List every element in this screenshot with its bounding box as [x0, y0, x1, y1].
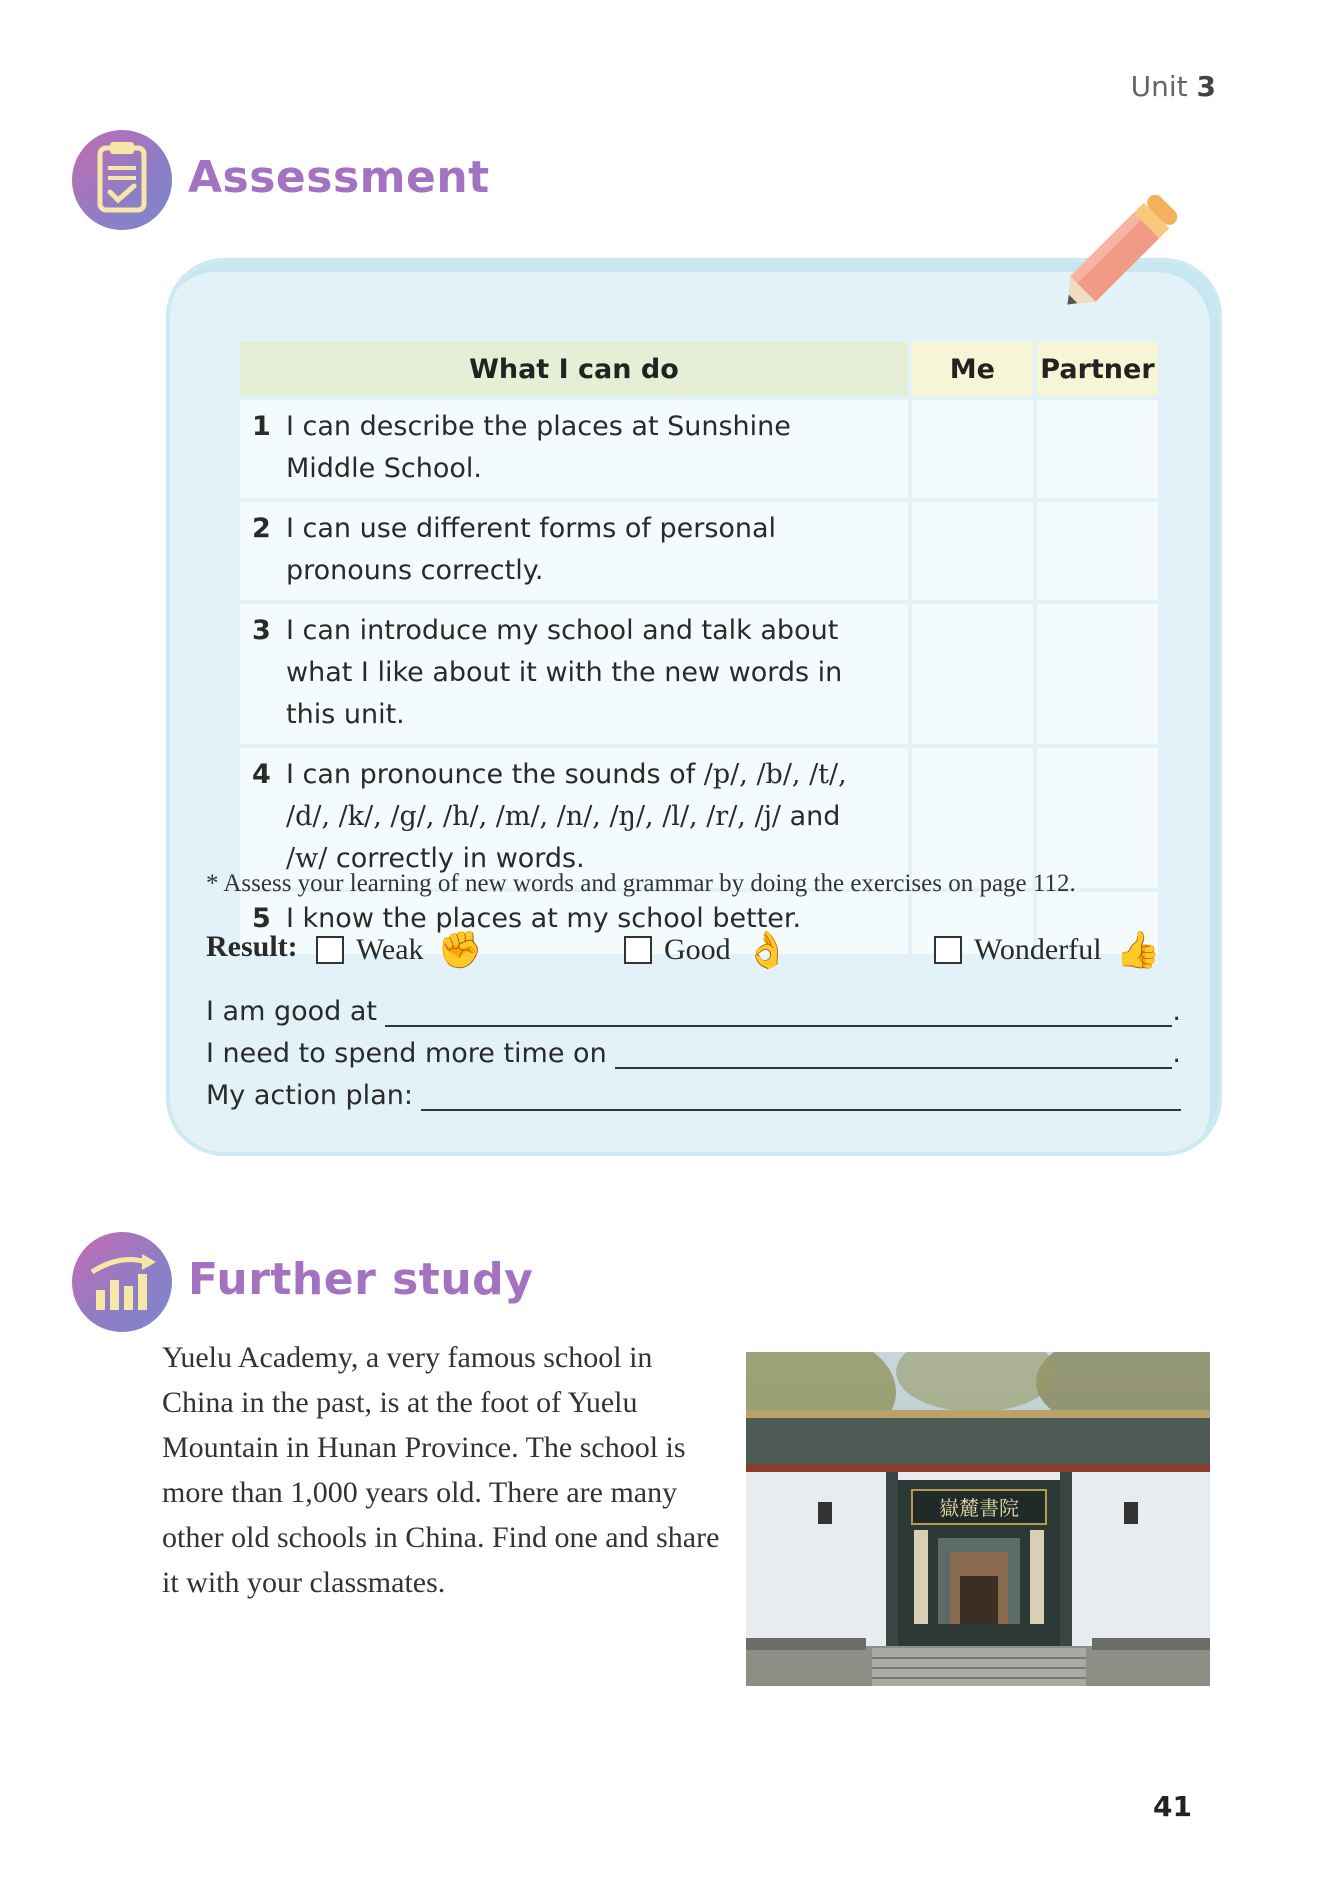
- header-what-i-can-do: What I can do: [240, 342, 908, 396]
- good-checkbox[interactable]: [624, 936, 652, 964]
- phonetic-symbol-w: /w/: [286, 843, 328, 874]
- me-cell[interactable]: [912, 748, 1033, 888]
- more-time-line[interactable]: I need to spend more time on .: [206, 1038, 1181, 1069]
- header-partner: Partner: [1037, 342, 1158, 396]
- me-cell[interactable]: [912, 502, 1033, 600]
- result-row: [206, 930, 1166, 980]
- further-study-text: Yuelu Academy, a very famous school in China in the past, is at the foot of Yuelu Mountain in Hunan Province. The school is more than 1,000 years old. There are many other old schools in China. Find one and share it with your classmates.: [162, 1341, 720, 1599]
- page-number: 41: [1153, 1790, 1192, 1823]
- further-study-title: Further study: [188, 1254, 534, 1305]
- thumbs-up-icon: 👍: [1115, 930, 1161, 970]
- assessment-table: [236, 338, 1162, 958]
- good-label: Good: [664, 933, 731, 966]
- row-text: I can pronounce the sounds of /p/, /b/, /t/, /d/, /k/, /g/, /h/, /m/, /n/, /ŋ/, /l/, /r/, /j/ and /w/ correctly in words.: [286, 759, 847, 874]
- row-number: 2: [252, 513, 271, 544]
- wonderful-checkbox[interactable]: [934, 936, 962, 964]
- fist-hand-icon: ✊: [437, 930, 483, 970]
- assessment-title: Assessment: [188, 152, 490, 203]
- pencil-icon: [1056, 180, 1192, 316]
- result-option-good[interactable]: [624, 930, 790, 970]
- partner-cell[interactable]: [1037, 604, 1158, 744]
- row-text: I can describe the places at Sunshine Middle School.: [286, 411, 791, 484]
- good-at-line[interactable]: I am good at .: [206, 996, 1181, 1027]
- result-option-wonderful[interactable]: [934, 930, 1160, 970]
- partner-cell[interactable]: [1037, 400, 1158, 498]
- unit-label: Unit 3: [1130, 70, 1216, 103]
- row-number: 3: [252, 615, 271, 646]
- me-cell[interactable]: [912, 400, 1033, 498]
- wonderful-label: Wonderful: [974, 933, 1102, 966]
- me-cell[interactable]: [912, 604, 1033, 744]
- table-row: [240, 604, 1158, 744]
- row-text: I can introduce my school and talk about what I like about it with the new words in this unit.: [286, 615, 843, 730]
- row-number: 4: [252, 759, 271, 790]
- weak-checkbox[interactable]: [316, 936, 344, 964]
- clipboard-icon: [72, 130, 172, 230]
- table-row: [240, 748, 1158, 888]
- partner-cell[interactable]: [1037, 502, 1158, 600]
- table-row: [240, 400, 1158, 498]
- row-text: I can use different forms of personal pronouns correctly.: [286, 513, 777, 586]
- row-number: 1: [252, 411, 271, 442]
- ok-hand-icon: 👌: [744, 930, 790, 970]
- assessment-note: * Assess your learning of new words and grammar by doing the exercises on page 112.: [206, 870, 1076, 897]
- weak-label: Weak: [356, 933, 424, 966]
- table-row: [240, 502, 1158, 600]
- phonetic-symbols: /p/, /b/, /t/, /d/, /k/, /g/, /h/, /m/, /n/, /ŋ/, /l/, /r/, /j/: [286, 759, 847, 832]
- row-number: 5: [252, 903, 271, 934]
- action-plan-line[interactable]: My action plan:: [206, 1080, 1181, 1111]
- table-header-row: [240, 342, 1158, 396]
- plaque-text: 嶽麓書院: [939, 1496, 1019, 1520]
- result-option-weak[interactable]: [316, 930, 482, 970]
- partner-cell[interactable]: [1037, 748, 1158, 888]
- yuelu-academy-photo: [746, 1352, 1210, 1686]
- header-me: Me: [912, 342, 1033, 396]
- chart-growth-icon: [72, 1232, 172, 1332]
- result-label: Result:: [206, 930, 298, 963]
- row-text: I know the places at my school better.: [286, 903, 802, 934]
